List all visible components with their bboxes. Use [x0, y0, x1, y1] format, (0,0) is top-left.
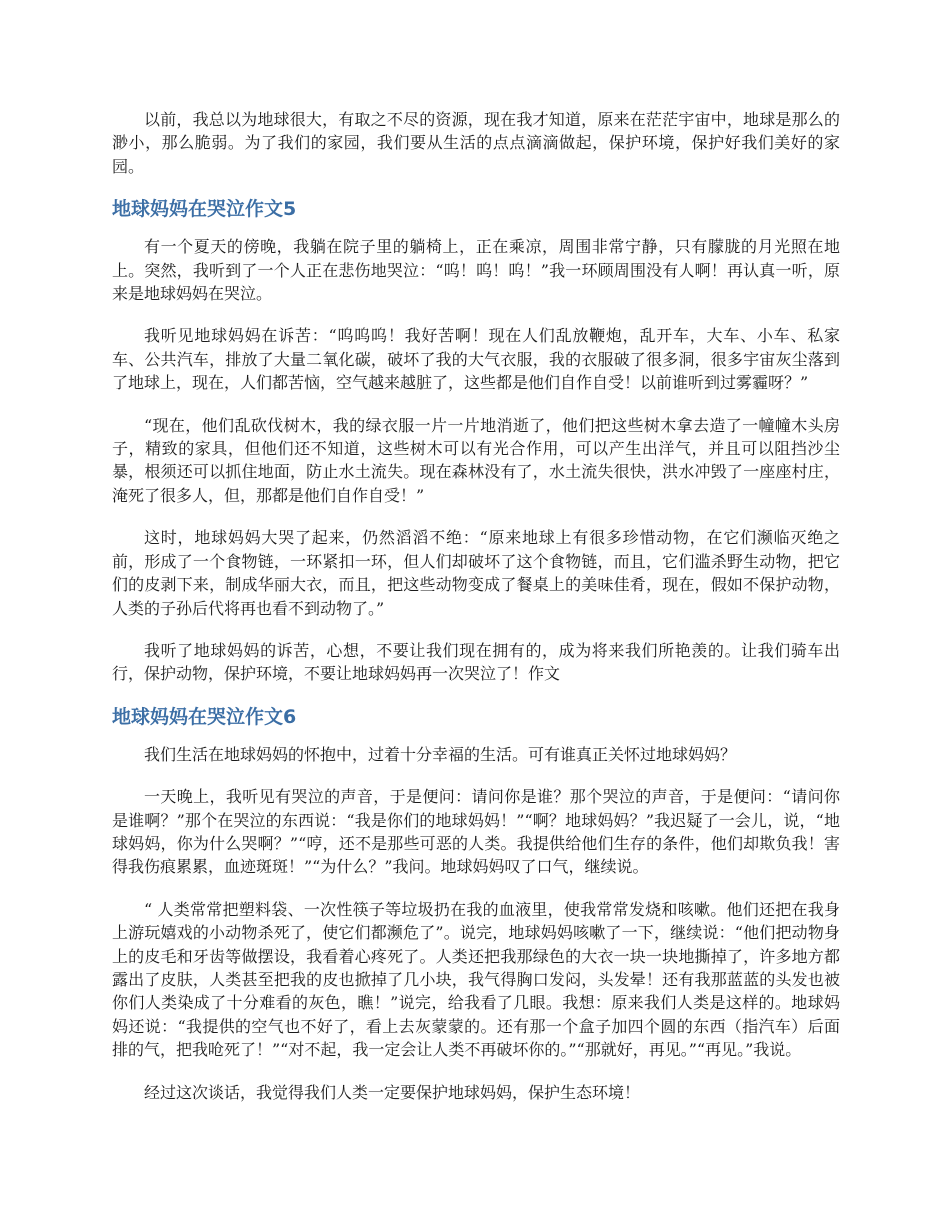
section-6-paragraph-3: “ 人类常常把塑料袋、一次性筷子等垃圾扔在我的血液里，使我常常发烧和咳嗽。他们还把在我身上游玩嬉戏的小动物杀死了，使它们都濒危了”。说完，地球妈妈咳嗽了一下，继续说：“他们把动物身上的皮毛和牙齿等做摆设，我看着心疼死了。人类还把我那绿色的大衣一块一块地撕掉了，许多地方都露出了皮肤，人类甚至把我的皮也掀掉了几小块，我气得胸口发闷，头发晕！还有我那蓝蓝的头发也被你们人类染成了十分难看的灰色，瞧！”说完，给我看了几眼。我想：原来我们人类是这样的。地球妈妈还说：“我提供的空气也不好了，看上去灰蒙蒙的。还有那一个盒子加四个圆的东西（指汽车）后面排的气，把我呛死了！”“对不起，我一定会让人类不再破坏你的。”“那就好，再见。”“再见。”我说。: [112, 899, 840, 1060]
section-6-paragraph-4: 经过这次谈话，我觉得我们人类一定要保护地球妈妈，保护生态环境！: [144, 1082, 641, 1102]
section-5-paragraph-1: 有一个夏天的傍晚，我躺在院子里的躺椅上，正在乘凉，周围非常宁静，只有朦胧的月光照在地上。突然，我听到了一个人正在悲伤地哭泣：“呜！呜！呜！”我一环顾周围没有人啊！再认真一听，原来是地球妈妈在哭泣。: [112, 237, 840, 304]
section-5-paragraph-3: “现在，他们乱砍伐树木，我的绿衣服一片一片地消逝了，他们把这些树木拿去造了一幢幢木头房子，精致的家具，但他们还不知道，这些树木可以有光合作用，可以产生出洋气，并且可以阻挡沙尘暴，根须还可以抓住地面，防止水土流失。现在森林没有了，水土流失很快，洪水冲毁了一座座村庄，淹死了很多人，但，那都是他们自作自受！”: [112, 415, 840, 505]
section-5-paragraph-2: 我听见地球妈妈在诉苦：“呜呜呜！我好苦啊！现在人们乱放鞭炮，乱开车，大车、小车、私家车、公共汽车，排放了大量二氧化碳，破坏了我的大气衣服，我的衣服破了很多洞，很多宇宙灰尘落到了地球上，现在，人们都苦恼，空气越来越脏了，这些都是他们自作自受！以前谁听到过雾霾呀？”: [112, 326, 840, 393]
intro-paragraph: 以前，我总以为地球很大，有取之不尽的资源，现在我才知道，原来在茫茫宇宙中，地球是那么的渺小，那么脆弱。为了我们的家园，我们要从生活的点点滴滴做起，保护环境，保护好我们美好的家园。: [112, 110, 840, 176]
section-6-paragraph-2: 一天晚上，我听见有哭泣的声音，于是便问：请问你是谁？那个哭泣的声音，于是便问：“请问你是谁啊？”那个在哭泣的东西说：“我是你们的地球妈妈！”“啊？地球妈妈？”我迟疑了一会儿，说，“地球妈妈，你为什么哭啊？”“哼，还不是那些可恶的人类。我提供给他们生存的条件，他们却欺负我！害得我伤痕累累，血迹斑斑！”“为什么？”我问。地球妈妈叹了口气，继续说。: [112, 787, 840, 877]
section-5-paragraph-5: 我听了地球妈妈的诉苦，心想，不要让我们现在拥有的，成为将来我们所艳羡的。让我们骑车出行，保护动物，保护环境，不要让地球妈妈再一次哭泣了！作文: [112, 640, 840, 684]
section-5-paragraph-4: 这时，地球妈妈大哭了起来，仍然滔滔不绝：“原来地球上有很多珍惜动物，在它们濒临灭绝之前，形成了一个食物链，一环紧扣一环，但人们却破坏了这个食物链，而且，它们滥杀野生动物，把它们的皮剥下来，制成华丽大衣，而且，把这些动物变成了餐桌上的美味佳肴，现在，假如不保护动物，人类的子孙后代将再也看不到动物了。”: [112, 528, 840, 618]
document-page: [112, 108, 840, 1123]
section-6-heading: 地球妈妈在哭泣作文6: [112, 705, 297, 728]
section-5-heading: 地球妈妈在哭泣作文5: [112, 198, 297, 221]
section-6-paragraph-1: 我们生活在地球妈妈的怀抱中，过着十分幸福的生活。可有谁真正关怀过地球妈妈？: [144, 744, 737, 764]
